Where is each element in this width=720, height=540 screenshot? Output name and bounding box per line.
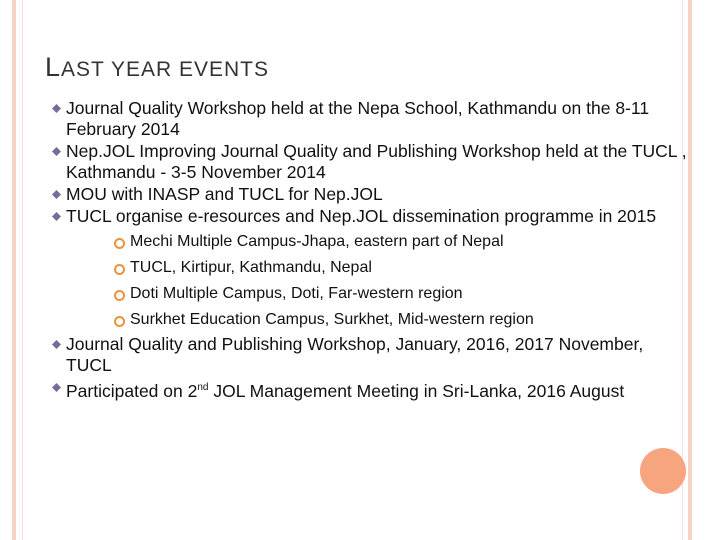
bullet-item <box>52 141 692 183</box>
slide-title <box>45 52 269 83</box>
bullet-item <box>52 377 692 402</box>
bullet-item <box>52 334 692 376</box>
title-rest: AST YEAR EVENTS <box>61 58 269 81</box>
bullet-text: Nep.JOL Improving Journal Quality and Publishing Workshop held at the TUCL , Kathmandu - 3-5 November 2014 <box>66 141 687 182</box>
bullet-item <box>52 98 692 140</box>
slide-border-line-left <box>22 0 23 540</box>
diamond-bullet-icon <box>52 383 61 392</box>
diamond-bullet-icon <box>52 147 61 156</box>
bullet-text: TUCL organise e-resources and Nep.JOL dissemination programme in 2015 <box>66 206 657 226</box>
diamond-bullet-icon <box>52 340 61 349</box>
ring-bullet-icon <box>114 238 125 249</box>
ring-bullet-icon <box>114 316 125 327</box>
diamond-bullet-icon <box>52 104 61 113</box>
bullet-text <box>66 377 692 402</box>
sub-bullet-item <box>114 281 692 307</box>
sub-bullet-text: Mechi Multiple Campus-Jhapa, eastern part of Nepal <box>130 233 504 250</box>
title-initial: L <box>45 52 62 82</box>
sub-bullet-item <box>114 255 692 281</box>
slide-border-left <box>12 0 16 540</box>
bullet-item <box>52 184 692 205</box>
sub-bullet-list <box>66 229 692 333</box>
bullet-text: Journal Quality and Publishing Workshop, January, 2016, 2017 November, TUCL <box>66 334 644 375</box>
sub-bullet-item <box>114 229 692 255</box>
ring-bullet-icon <box>114 264 125 275</box>
sub-bullet-text: Doti Multiple Campus, Doti, Far-western region <box>130 285 463 302</box>
sub-bullet-text: TUCL, Kirtipur, Kathmandu, Nepal <box>130 259 372 276</box>
ordinal-superscript: nd <box>197 382 209 393</box>
bullet-text-part: JOL Management Meeting in Sri-Lanka, 2016 August <box>208 380 625 401</box>
decorative-circle <box>640 448 686 494</box>
bullet-item <box>52 206 692 333</box>
diamond-bullet-icon <box>52 190 61 199</box>
bullet-text-part: Participated on 2 <box>66 380 198 401</box>
bullet-text: MOU with INASP and TUCL for Nep.JOL <box>66 184 383 204</box>
diamond-bullet-icon <box>52 212 61 221</box>
bullet-text: Journal Quality Workshop held at the Nepa School, Kathmandu on the 8-11 February 2014 <box>66 98 650 139</box>
sub-bullet-text: Surkhet Education Campus, Surkhet, Mid-western region <box>130 311 534 328</box>
bullet-list <box>52 98 692 403</box>
ring-bullet-icon <box>114 290 125 301</box>
sub-bullet-item <box>114 307 692 333</box>
